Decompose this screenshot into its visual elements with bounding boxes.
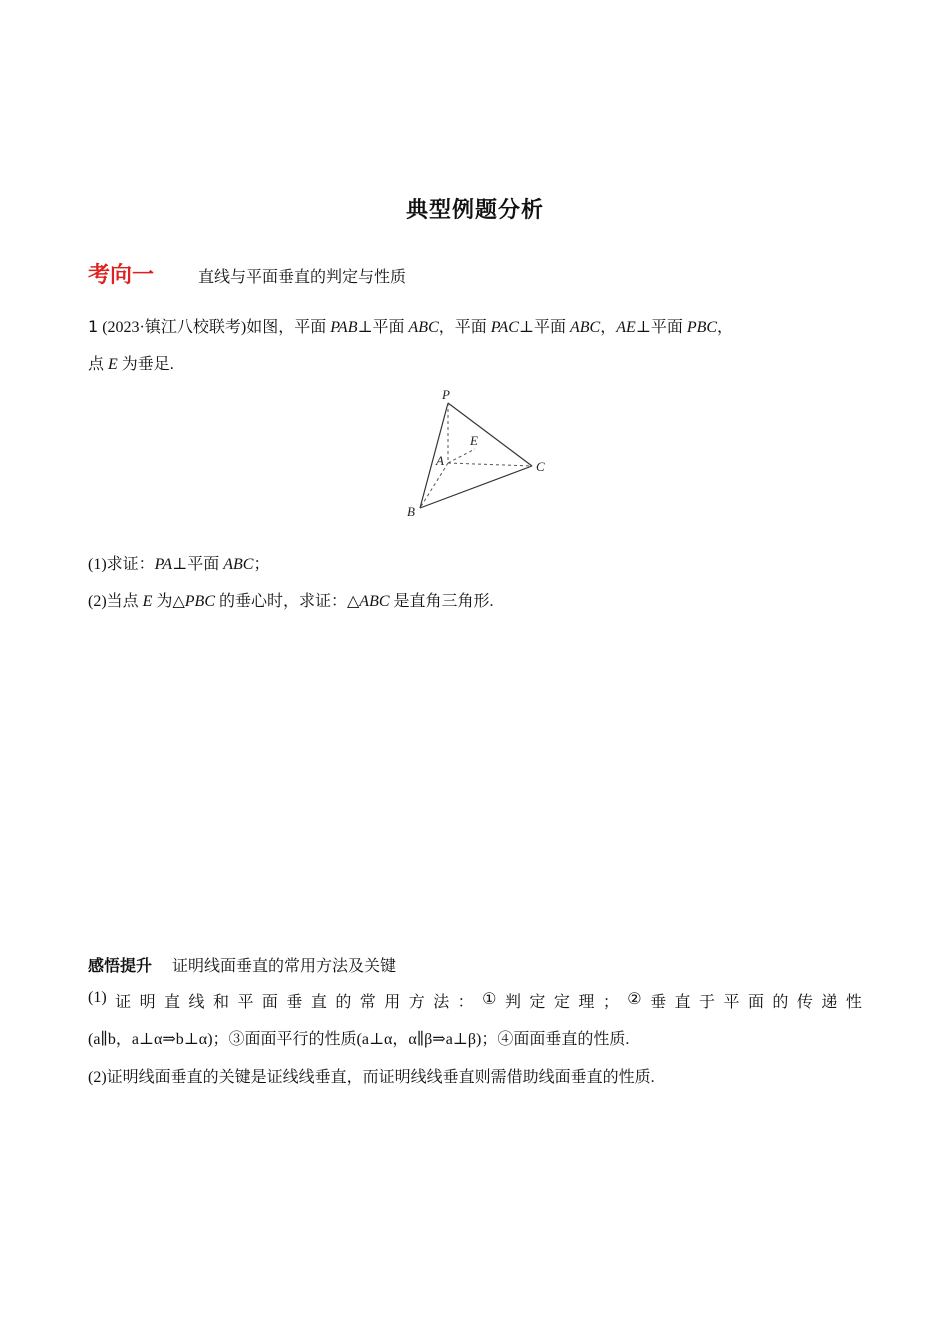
label-c: C [536, 459, 545, 474]
insight-line-1-char: 定 [529, 994, 546, 1011]
edge-bc [420, 466, 532, 508]
plane-pac: PAC [490, 319, 519, 336]
text: ，平面 [438, 319, 491, 336]
edge-ab [420, 463, 448, 508]
insight-line-1-char: 面 [747, 994, 764, 1011]
insight-line-1-char: 证 [115, 994, 132, 1011]
insight-line-1-char: 判 [504, 994, 521, 1011]
edge-ac [448, 463, 532, 466]
insight-line-1-char: 常 [359, 994, 376, 1011]
label-a: A [436, 453, 444, 468]
problem-source: (2023·镇江八校联考) [102, 319, 247, 336]
insight-line-1-char: 用 [384, 994, 401, 1011]
text: ； [253, 556, 270, 573]
text: ， [600, 319, 617, 336]
plane-abc: ABC [223, 556, 254, 573]
insight-header [88, 953, 396, 976]
insight-line-1-char: 明 [139, 994, 156, 1011]
insight-line-1-char: 面 [261, 994, 278, 1011]
insight-line-1-char: 方 [408, 994, 425, 1011]
section-label: 考向一 [88, 263, 155, 288]
plane-abc: ABC [569, 319, 601, 336]
insight-line-1-char: ② [627, 991, 642, 1008]
insight-line-1-char: 平 [723, 994, 740, 1011]
section-title: 直线与平面垂直的判定与性质 [198, 267, 407, 286]
insight-line-1-char: 的 [335, 994, 352, 1011]
insight-line-1-char: 法 [433, 994, 450, 1011]
insight-label: 感悟提升 [88, 956, 153, 975]
plane-pbc: PBC [686, 319, 718, 336]
tetrahedron-figure [400, 383, 560, 523]
insight-line-1-char: 的 [772, 994, 789, 1011]
insight-line-1-char: 直 [164, 994, 181, 1011]
text: 为垂足. [117, 356, 174, 373]
triangle-abc: ABC [359, 593, 390, 610]
insight-line-1-char: ； [602, 994, 619, 1011]
insight-line-1-char: 递 [821, 994, 838, 1011]
insight-line-1-char: 和 [212, 994, 229, 1011]
insight-line-2: (a∥b，a⊥α⇒b⊥α)；③面面平行的性质(a⊥α，α∥β⇒a⊥β)；④面面垂直的性质. [88, 1031, 630, 1048]
text: ⊥平面 [172, 556, 224, 573]
insight-line-3: (2)证明线面垂直的关键是证线线垂直，而证明线线垂直则需借助线面垂直的性质. [88, 1069, 655, 1086]
label-e: E [470, 433, 478, 448]
text: 的垂心时，求证：△ [214, 593, 360, 610]
insight-line-1-char: 理 [578, 994, 595, 1011]
insight-line-1-char: 直 [310, 994, 327, 1011]
problem-statement-line-2 [88, 351, 174, 374]
problem-number: 1 [88, 317, 99, 336]
text: ， [717, 319, 734, 336]
insight-line-1-char: 垂 [650, 994, 667, 1011]
label-p: P [442, 387, 450, 402]
insight-line-1-char: ① [482, 991, 497, 1008]
insight-line-1-char: 传 [796, 994, 813, 1011]
text: (2)当点 [88, 593, 143, 610]
insight-line-1-char: 平 [237, 994, 254, 1011]
text: 如图，平面 [246, 319, 331, 336]
line-pa: PA [154, 556, 173, 573]
text: 为△ [152, 593, 185, 610]
page-title: 典型例题分析 [405, 198, 544, 223]
insight-line-1-char: ： [457, 994, 474, 1011]
text: 点 [88, 356, 109, 373]
triangle-pbc: PBC [184, 593, 215, 610]
insight-line-1-char: 线 [188, 994, 205, 1011]
insight-line-1-char: (1) [88, 989, 107, 1006]
question-1 [88, 551, 269, 574]
point-e: E [142, 593, 153, 610]
label-b: B [407, 504, 415, 519]
insight-line-1-char: 直 [674, 994, 691, 1011]
problem-statement-line-1 [88, 314, 733, 337]
insight-line-1-char: 于 [699, 994, 716, 1011]
insight-title: 证明线面垂直的常用方法及关键 [172, 958, 397, 975]
plane-pab: PAB [330, 319, 358, 336]
insight-line-1-char: 垂 [286, 994, 303, 1011]
text: ⊥平面 [357, 319, 409, 336]
line-ae: AE [616, 319, 636, 336]
insight-line-1-char: 性 [845, 994, 862, 1011]
insight-line-1 [88, 989, 862, 1012]
text: ⊥平面 [635, 319, 687, 336]
question-2 [88, 588, 494, 611]
text: 是直角三角形. [389, 593, 494, 610]
text: (1)求证： [88, 556, 155, 573]
insight-line-1-char: 定 [553, 994, 570, 1011]
plane-abc: ABC [408, 319, 439, 336]
point-e: E [108, 356, 118, 373]
segment-ae [448, 449, 475, 463]
text: ⊥平面 [518, 319, 570, 336]
